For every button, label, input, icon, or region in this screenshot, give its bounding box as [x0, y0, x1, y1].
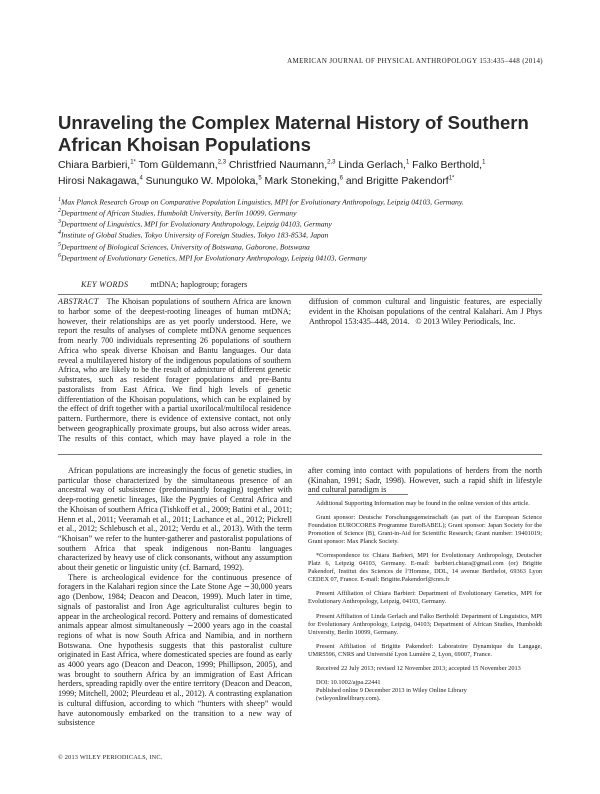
affiliation: $^5$Department of Biological Sciences, University of Botswana, Gaborone, Botswana — [58, 241, 310, 252]
footnotes — [308, 500, 542, 703]
footnote-present-affiliation: Present Affiliation of Chiara Barbieri: Department of Evolutionary Genetics, MPI for Evolutionary Anthropology, Leipzig, 04103, Germany. — [308, 590, 542, 606]
abstract-copyright: © 2013 Wiley Periodicals, Inc. — [415, 316, 516, 326]
abstract-label: ABSTRACT — [58, 297, 99, 306]
abstract-text: The Khoisan populations of southern Africa are known to harbor some of the deepest-rooting lineages of human mtDNA; however, their relationships are as yet poorly understood. Here, we report the results of analyses of complete mtDNA genome sequences from nearly 700 individuals representing 26 populations of southern Africa who speak diverse Khoisan and Bantu languages. Our data reveal a multilayered history of the indigenous populations of southern Africa, who are likely to be the result of admixture of different genetic substrates, such as resident forager populations and pre-Bantu pastoralists from East Africa. We find high levels of genetic differentiation of the Khoisan populations, which can be explained by the effect of drift together with a partial uxorilocal/multilocal residence pattern. Furthermore, there is evidence of extensive contact, not only between geographically proximate groups, but also across wider areas. The results of this contact, which may have played a role in the diffusion of common cultural and linguistic features, are especially evident in the Khoisan populations of the central Kalahari. Am J Phys Anthropol 153:435–448, 2014. — [58, 297, 542, 443]
author: Falko Berthold,$^1$ — [412, 160, 486, 172]
body-paragraph: after coming into contact with populations of herders from the north (Kinahan, 1991; Sadr, 1998). However, such a rapid shift in lifestyle and cultural paradigm is — [308, 466, 542, 495]
footnote-correspondence: *Correspondence to: Chiara Barbieri, MPI for Evolutionary Anthropology, Deutscher Platz 6, Leipzig 04103, Germany. E-mail: barbieri.chiara@gmail.com (or) Brigitte Pakendorf, Institut des Sciences de l’Homme, DDL, 14 avenue Berthelot, 69363 Lyon CEDEX 07, France. E-mail: Brigitte.Pakendorf@cnrs.fr — [308, 552, 542, 584]
affiliation: $^1$Max Planck Research Group on Comparative Population Linguistics, MPI for Evolutionary Anthropology, Leipzig 04103, Germany. — [58, 197, 464, 207]
affiliation: $^4$Institute of Global Studies, Tokyo University of Foreign Studies, Tokyo 183-8534, Japan — [58, 230, 329, 240]
journal-running-header: AMERICAN JOURNAL OF PHYSICAL ANTHROPOLOGY 153:435–448 (2014) — [287, 57, 543, 65]
abstract-top-rule — [58, 294, 542, 295]
footnote-present-affiliation: Present Affiliation of Linda Gerlach and Falko Berthold: Department of Linguistics, MPI for Evolutionary Anthropology, Leipzig, 04103; Department of African Studies, Humboldt University, Berlin 10099, Germany. — [308, 612, 542, 636]
footnote-doi: DOI: 10.1002/ajpa.22441 — [316, 678, 381, 686]
footnote-separator — [308, 494, 408, 495]
footnote-published: Published online 9 December 2013 in Wiley Online Library — [316, 686, 467, 694]
abstract — [58, 297, 542, 449]
footnote-supporting-info: Additional Supporting Information may be found in the online version of this article. — [316, 500, 530, 507]
footnote-grants: Grant sponsor: Deutsche Forschungsgemeinschaft (as part of the European Science Foundation EUROCORES Programme EuroBABEL); Grant sponsor: Japan Society for the Promotion of Science (B), Grant-in-Aid for Scientific Research; Grant number: 19401019; Grant sponsor: Max Planck Society. — [308, 514, 542, 546]
affiliation-list — [58, 196, 548, 263]
author: Christfried Naumann,$^{2,3}$ — [228, 160, 336, 172]
keywords-value: mtDNA; haplogroup; foragers — [150, 280, 248, 289]
affiliation: $^3$Department of Linguistics, MPI for Evolutionary Anthropology, Leipzig 04103, Germany — [58, 219, 332, 229]
abstract-bottom-rule — [58, 454, 542, 455]
body-paragraph: African populations are increasingly the focus of genetic studies, in particular those characterized by the simultaneous presence of an ancestral way of subsistence (predominantly foraging) together with deep-rooting genetic lineages, like the Pygmies of Central Africa and the Khoisan of southern Africa (Tishkoff et al., 2009; Batini et al., 2011; Henn et al., 2011; Veeramah et al., 2011; Lachance et al., 2012; Pickrell et al., 2012; Schlebusch et al., 2012; Verdu et al., 2013). With the term “Khoisan” we refer to the hunter-gatherer and pastoralist populations of southern Africa that speak indigenous non-Bantu languages characterized by heavy use of click consonants, without any assumption about their genetic or linguistic unity (cf. Barnard, 1992). — [58, 466, 292, 573]
article-title: Unraveling the Complex Maternal History of Southern African Khoisan Populations — [58, 112, 529, 155]
author-list — [58, 157, 548, 188]
body-column-right — [308, 466, 542, 495]
author: Mark Stoneking,$^6$ — [264, 175, 343, 187]
author: Chiara Barbieri,$^{1*}$ — [58, 160, 136, 172]
affiliation: $^6$Department of Evolutionary Genetics, MPI for Evolutionary Anthropology, Leipzig 04103, Germany — [58, 252, 367, 263]
author: Hirosi Nakagawa,$^4$ — [58, 175, 143, 187]
publisher-copyright: © 2013 WILEY PERIODICALS, INC. — [58, 754, 163, 761]
affiliation: $^2$Department of African Studies, Humboldt University, Berlin 10099, Germany — [58, 208, 297, 218]
author: Sununguko W. Mpoloka,$^5$ — [145, 175, 262, 187]
body-column-left — [58, 466, 292, 728]
author: Linda Gerlach,$^1$ — [338, 160, 410, 172]
author: Tom Güldemann,$^{2,3}$ — [138, 160, 227, 172]
footnote-present-affiliation: Present Affiliation of Brigitte Pakendorf: Laboratoire Dynamique du Langage, UMR5596, CNRS and Université Lyon Lumière 2, Lyon, 69007, France. — [308, 642, 542, 658]
author: and Brigitte Pakendorf$^{1*}$ — [345, 175, 455, 187]
footnote-published-url: (wileyonlinelibrary.com). — [316, 694, 381, 702]
footnote-received: Received 22 July 2013; revised 12 November 2013; accepted 15 November 2013 — [316, 664, 521, 672]
body-paragraph: There is archeological evidence for the continuous presence of foragers in the Kalahari region since the Late Stone Age ∼30,000 years ago (Denbow, 1984; Deacon and Deacon, 1999). Much later in time, signals of pastoralist and Iron Age agriculturalist cultures begin to appear in the archeological record. Pottery and remains of domesticated animals appear almost simultaneously ∼2000 years ago in the coastal regions of what is now South Africa and Namibia, and in northern Botswana. One hypothesis suggests that this pastoralist culture originated in East Africa, where domesticated species are found as early as 4000 years ago (Deacon and Deacon, 1999; Phillipson, 2005), and was brought to southern Africa by an immigration of East African herders, spreading rapidly over the entire territory (Deacon and Deacon, 1999; Mitchell, 2002; Pleurdeau et al., 2012). A contrasting explanation is cultural diffusion, according to which “hunters with sheep” would have autonomously embarked on the transition to a new way of subsistence — [58, 572, 292, 728]
keywords-label: KEY WORDS — [81, 280, 129, 289]
keywords — [81, 280, 247, 289]
